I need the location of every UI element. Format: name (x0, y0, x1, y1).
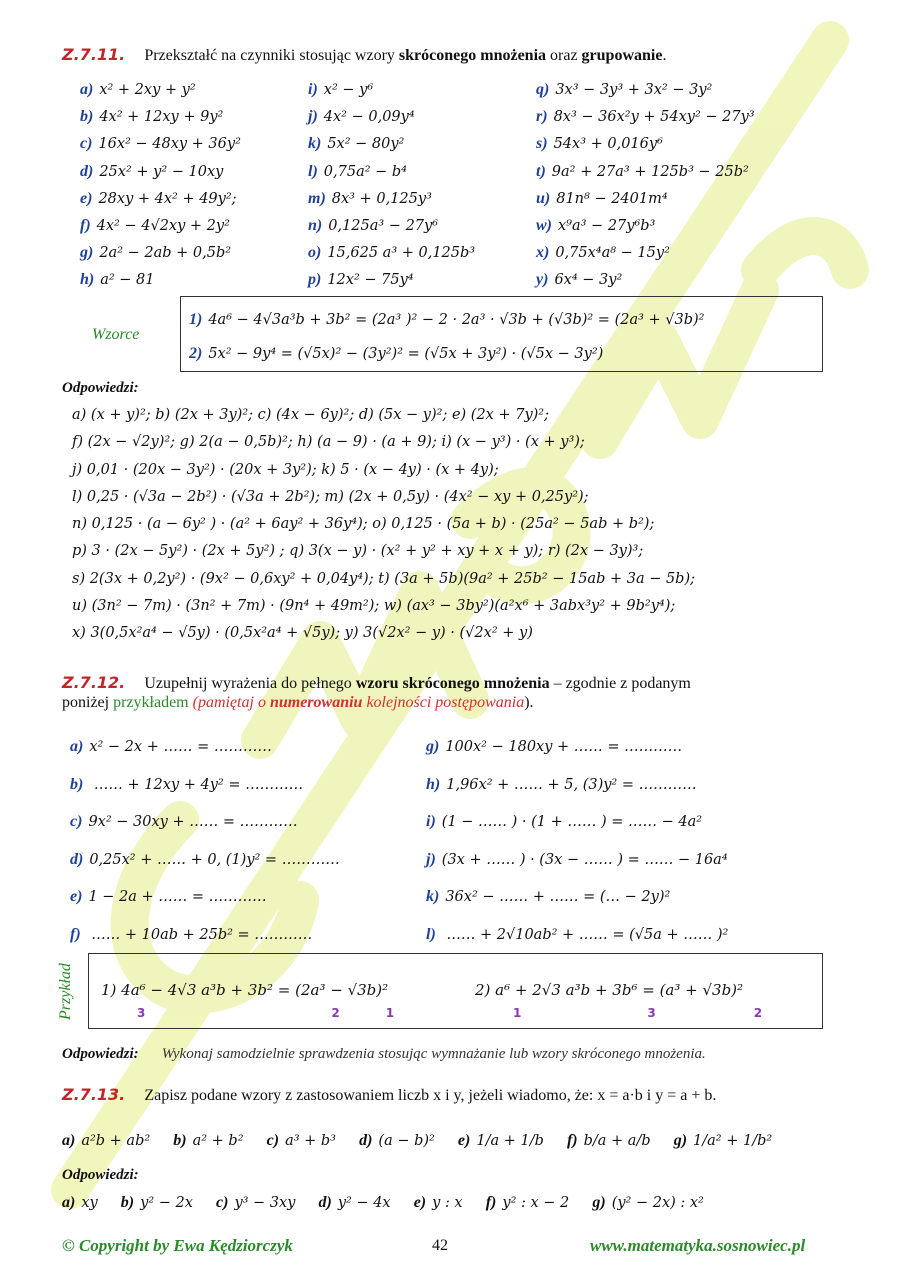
instruction-bold: grupowanie (581, 47, 663, 64)
exercise-item: i) x² − y⁶ (308, 81, 374, 98)
exercise-item: t) 9a² + 27a³ + 125b³ − 25b² (536, 162, 749, 180)
answers-heading: Odpowiedzi: (62, 1167, 139, 1183)
exercise-item: a) x² + 2xy + y² (80, 81, 196, 98)
answers-heading: Odpowiedzi: (62, 380, 139, 396)
answer-line: a) (x + y)²; b) (2x + 3y)²; c) (4x − 6y)²; d) (5x − y)²; e) (2x + 7y)²; (72, 407, 549, 423)
task-number: Z.7.12. (62, 673, 126, 692)
answer-line: s) 2(3x + 0,2y²) · (9x² − 0,6xy² + 0,04y⁴); t) (3a + 5b)(9a² + 25b² − 15ab + 3a − 5b); (72, 570, 696, 587)
answer-line: p) 3 · (2x − 5y²) · (2x + 5y²) ; q) 3(x − y) · (x² + y² + xy + x + y); r) (2x − 3y)³; (72, 543, 644, 560)
instruction-text: . (662, 47, 667, 64)
exercise-item: b) 4x² + 12xy + 9y² (80, 108, 224, 126)
instruction-text: Zapisz podane wzory z zastosowaniem liczb x i y, jeżeli wiadomo, że: x = a·b i y = a + b. (144, 1087, 717, 1104)
exercise-item: h) a² − 81 (80, 271, 155, 289)
instruction-text: ). (524, 694, 534, 711)
exercise-item: w) x⁹a³ − 27y⁶b³ (536, 217, 656, 235)
fill-item: i) (1 − …… ) · (1 + …… ) = …… − 4a² (426, 813, 703, 830)
exercise-item: m) 8x³ + 0,125y³ (308, 189, 432, 207)
answer-line: l) 0,25 · (√3a − 2b²) · (√3a + 2b²); m) (2x + 0,5y) · (4x² − xy + 0,25y²); (72, 488, 589, 505)
answer-line: f) (2x − √2y)²; g) 2(a − 0,5b)²; h) (a − 9) · (a + 9); i) (x − y³) · (x + y³); (72, 434, 585, 451)
fill-item: b) …… + 12xy + 4y² = ………… (70, 775, 304, 793)
instruction-red-bold: numerowaniu (269, 694, 363, 711)
exercise-column-2 (308, 76, 475, 294)
answers-text: Wykonaj samodzielnie sprawdzenia stosując wymnażanie lub wzory skróconego mnożenia. (161, 1046, 706, 1062)
example-2-order: 1 3 2 (513, 1006, 763, 1020)
exercise-item: k) 5x² − 80y² (308, 135, 405, 153)
task-z713-header (62, 1085, 716, 1105)
answer-line: n) 0,125 · (a − 6y² ) · (a² + 6ay² + 36y⁴); o) 0,125 · (5a + b) · (25a² − 5ab + b²); (72, 516, 655, 533)
task-z712-header (62, 673, 691, 693)
instruction-bold: wzoru skróconego mnożenia (355, 675, 550, 692)
example-box (57, 953, 823, 1029)
exercise-item: l) 0,75a² − b⁴ (308, 162, 407, 180)
fill-column-right (426, 728, 728, 953)
fill-column-left (70, 728, 340, 953)
z712-answers (62, 1043, 706, 1063)
fill-item: e) 1 − 2a + …… = ………… (70, 888, 267, 905)
instruction-red: kolejności postępowania (362, 694, 525, 711)
instruction-bold: skróconego mnożenia (398, 47, 547, 64)
exercise-item: o) 15,625 a³ + 0,125b³ (308, 244, 476, 262)
exercise-item: s) 54x³ + 0,016y⁶ (536, 135, 663, 153)
task-number: Z.7.13. (62, 1085, 126, 1104)
instruction-line-2 (62, 694, 534, 712)
exercise-item: p) 12x² − 75y⁴ (308, 271, 414, 289)
fill-item: d) 0,25x² + …… + 0, (1)y² = ………… (70, 850, 340, 868)
patterns-label: Wzorce (92, 326, 140, 343)
answer-line: u) (3n² − 7m) · (3n² + 7m) · (9n⁴ + 49m²); w) (ax³ − 3by²)(a²x⁶ + 3abx³y² + 9b²y⁴); (72, 598, 676, 615)
exercise-item: f) 4x² − 4√2xy + 2y² (80, 217, 230, 235)
exercise-item: r) 8x³ − 36x²y + 54xy² − 27y³ (536, 108, 755, 126)
exercise-item: y) 6x⁴ − 3y² (536, 271, 623, 289)
page-number: 42 (432, 1237, 448, 1254)
instruction-text: oraz (546, 47, 582, 64)
answer-line: x) 3(0,5x²a⁴ − √5y) · (0,5x²a⁴ + √5y); y) 3(√2x² − y) · (√2x² + y) (72, 625, 533, 642)
answers-list (72, 402, 695, 648)
task-number: Z.7.11. (62, 45, 126, 64)
answers-heading: Odpowiedzi: (62, 1046, 139, 1062)
instruction-text: – zgodnie z podanym (549, 675, 691, 692)
fill-item: a) x² − 2x + …… = ………… (70, 738, 272, 755)
fill-item: f) …… + 10ab + 25b² = ………… (70, 925, 313, 943)
exercise-item: j) 4x² − 0,09y⁴ (308, 108, 415, 126)
instruction-green: przykładem (113, 694, 189, 711)
fill-item: l) …… + 2√10ab² + …… = (√5a + …… )² (426, 925, 729, 943)
fill-item: c) 9x² − 30xy + …… = ………… (70, 813, 298, 830)
fill-item: g) 100x² − 180xy + …… = ………… (426, 738, 683, 755)
answer-line: j) 0,01 · (20x − 3y²) · (20x + 3y²); k) 5 · (x − 4y) · (x + 4y); (72, 461, 499, 478)
exercise-item: q) 3x³ − 3y³ + 3x² − 3y² (536, 81, 713, 98)
example-2: 2) a⁶ + 2√3 a³b + 3b⁶ = (a³ + √3b)² (475, 981, 744, 999)
fill-item: j) (3x + …… ) · (3x − …… ) = …… − 16a⁴ (426, 850, 728, 868)
exercise-column-3 (536, 76, 755, 294)
exercise-item: n) 0,125a³ − 27y⁶ (308, 217, 439, 235)
fill-item: k) 36x² − …… + …… = (… − 2y)² (426, 888, 671, 905)
exercise-item: d) 25x² + y² − 10xy (80, 162, 224, 180)
z713-answers: a) xy b) y² − 2x c) y³ − 3xy d) y² − 4x e) y : x f) y² : x − 2 g) (y² − 2x) : x² (62, 1194, 704, 1211)
task-z711-header (62, 45, 666, 65)
pattern-2: 2) 5x² − 9y⁴ = (√5x)² − (3y²)² = (√5x + 3y²) · (√5x − 3y²) (189, 345, 604, 362)
pattern-1: 1) 4a⁶ − 4√3a³b + 3b² = (2a³ )² − 2 · 2a³ · √3b + (√3b)² = (2a³ + √3b)² (189, 311, 705, 328)
z713-tasks: a) a²b + ab² b) a² + b² c) a³ + b³ d) (a − b)² e) 1/a + 1/b f) b/a + a/b g) 1/a² + 1/b² (62, 1132, 773, 1149)
exercise-item: g) 2a² − 2ab + 0,5b² (80, 244, 232, 262)
instruction-text: poniżej (62, 694, 114, 711)
instruction-text: Uzupełnij wyrażenia do pełnego (144, 675, 356, 692)
footer-copyright: © Copyright by Ewa Kędziorczyk (62, 1236, 293, 1255)
patterns-box (180, 296, 823, 372)
example-label: Przykład (57, 963, 74, 1020)
exercise-item: e) 28xy + 4x² + 49y²; (80, 189, 237, 207)
instruction-red: (pamiętaj o (188, 694, 270, 711)
exercise-item: c) 16x² − 48xy + 36y² (80, 135, 241, 153)
example-1: 1) 4a⁶ − 4√3 a³b + 3b² = (2a³ − √3b)² (101, 981, 389, 999)
exercise-column-1 (80, 76, 241, 294)
exercise-item: u) 81n⁸ − 2401m⁴ (536, 189, 668, 207)
instruction-text: Przekształć na czynniki stosując wzory (144, 47, 399, 64)
example-1-order: 3 2 1 (137, 1006, 395, 1020)
exercise-item: x) 0,75x⁴a⁸ − 15y² (536, 244, 670, 262)
fill-item: h) 1,96x² + …… + 5, (3)y² = ………… (426, 775, 697, 793)
footer-website-link[interactable]: www.matematyka.sosnowiec.pl (590, 1236, 806, 1255)
